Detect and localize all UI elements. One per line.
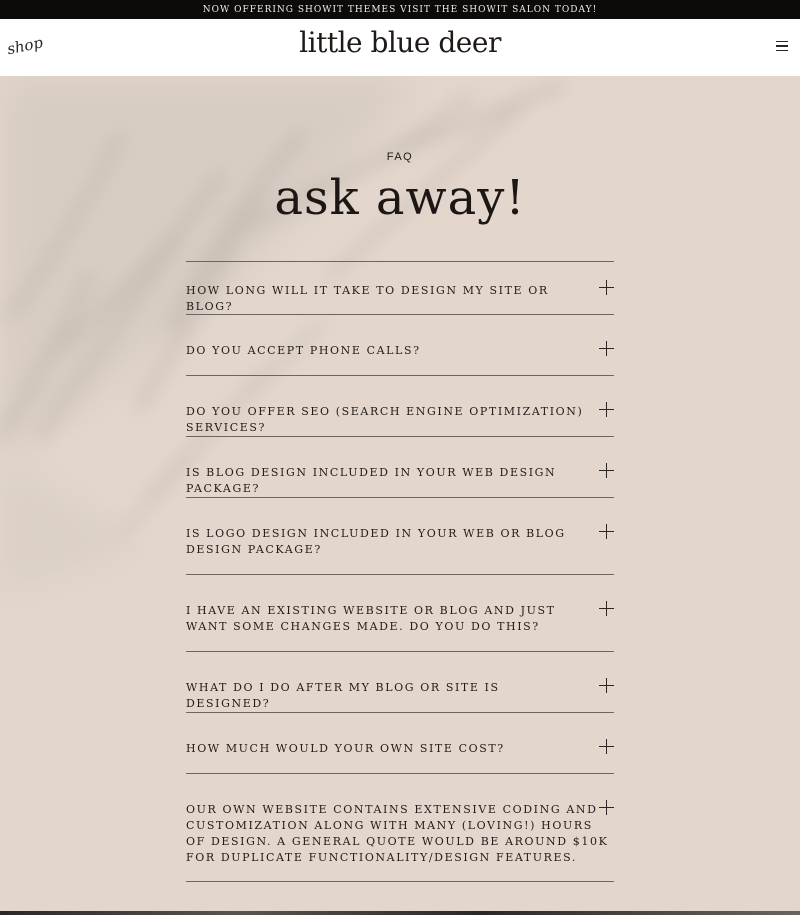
plus-icon[interactable] xyxy=(599,601,614,616)
page-title: ask away! xyxy=(274,170,526,226)
faq-item[interactable] xyxy=(186,315,614,376)
faq-answer: OUR OWN WEBSITE CONTAINS EXTENSIVE CODING AND CUSTOMIZATION ALONG WITH MANY (LOVING!) HOURS OF DESIGN. A GENERAL QUOTE WOULD BE AROUND $10K FOR DUPLICATE FUNCTIONALITY/DESIGN FEATURES. xyxy=(186,803,609,864)
footer-image-strip xyxy=(0,911,800,915)
hamburger-menu-icon[interactable] xyxy=(776,41,788,51)
faq-list xyxy=(186,261,614,882)
faq-item[interactable] xyxy=(186,575,614,652)
faq-item[interactable] xyxy=(186,498,614,575)
faq-question[interactable]: I HAVE AN EXISTING WEBSITE OR BLOG AND JUST WANT SOME CHANGES MADE. DO YOU DO THIS? xyxy=(186,604,556,633)
site-header xyxy=(0,19,800,76)
plus-icon[interactable] xyxy=(599,402,614,417)
faq-item[interactable] xyxy=(186,713,614,774)
faq-item[interactable] xyxy=(186,262,614,315)
faq-question[interactable]: IS BLOG DESIGN INCLUDED IN YOUR WEB DESIGN PACKAGE? xyxy=(186,466,557,495)
faq-question[interactable]: HOW MUCH WOULD YOUR OWN SITE COST? xyxy=(186,742,505,755)
faq-item[interactable] xyxy=(186,652,614,713)
plus-icon[interactable] xyxy=(599,463,614,478)
faq-item[interactable] xyxy=(186,376,614,437)
shop-link[interactable]: shop xyxy=(5,33,45,59)
plus-icon[interactable] xyxy=(599,341,614,356)
faq-eyebrow: FAQ xyxy=(386,151,414,163)
plus-icon[interactable] xyxy=(599,739,614,754)
faq-question[interactable]: DO YOU OFFER SEO (SEARCH ENGINE OPTIMIZATION) SERVICES? xyxy=(186,405,584,434)
plus-icon[interactable] xyxy=(599,678,614,693)
faq-item[interactable] xyxy=(186,437,614,498)
plus-icon[interactable] xyxy=(599,280,614,295)
faq-question[interactable]: WHAT DO I DO AFTER MY BLOG OR SITE IS DESIGNED? xyxy=(186,681,500,710)
plus-icon[interactable] xyxy=(599,524,614,539)
site-logo[interactable]: little blue deer xyxy=(299,26,501,59)
faq-section xyxy=(0,76,800,915)
faq-item[interactable] xyxy=(186,774,614,882)
plus-icon[interactable] xyxy=(599,800,614,815)
faq-question[interactable]: IS LOGO DESIGN INCLUDED IN YOUR WEB OR BLOG DESIGN PACKAGE? xyxy=(186,527,566,556)
faq-question[interactable]: HOW LONG WILL IT TAKE TO DESIGN MY SITE OR BLOG? xyxy=(186,284,549,313)
announcement-bar[interactable] xyxy=(0,0,800,19)
announcement-text[interactable]: NOW OFFERING SHOWIT THEMES VISIT THE SHOWIT SALON TODAY! xyxy=(202,4,598,15)
faq-question[interactable]: DO YOU ACCEPT PHONE CALLS? xyxy=(186,344,421,357)
